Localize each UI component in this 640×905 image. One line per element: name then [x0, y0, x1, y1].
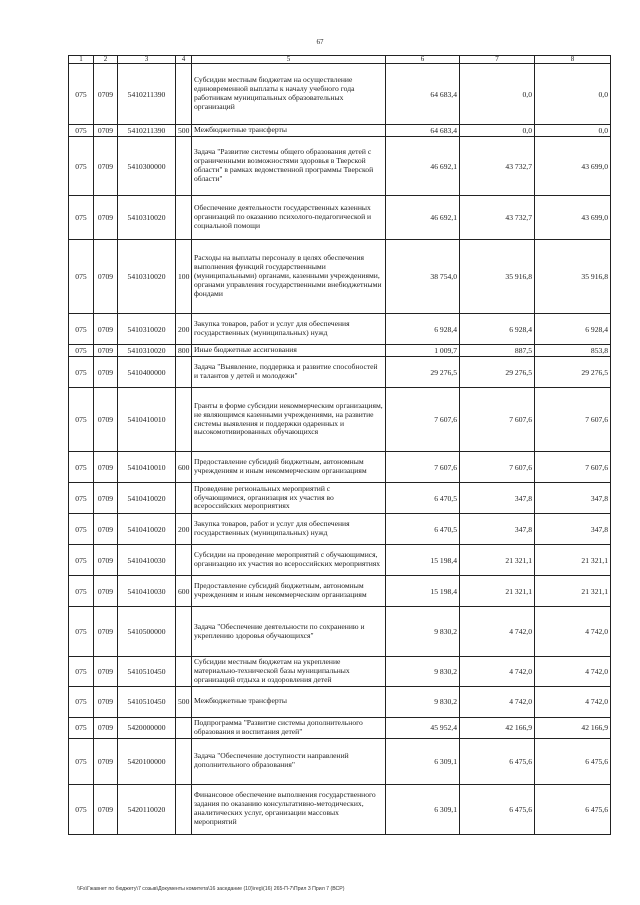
table-row	[69, 137, 611, 196]
amount-cell-6: 45 952,4	[386, 717, 460, 738]
expense-type-cell: 600	[176, 576, 192, 607]
expense-type-cell: 500	[176, 125, 192, 137]
expense-type-cell	[176, 717, 192, 738]
table-row	[69, 738, 611, 784]
column-header: 8	[535, 56, 611, 64]
amount-cell-7: 0,0	[460, 125, 535, 137]
item-name-cell: Проведение региональных мероприятий с обучающимися, организация их участия во всероссийских мероприятиях	[192, 483, 386, 514]
subsection-code-cell: 0709	[94, 686, 118, 717]
item-name-cell: Иные бюджетные ассигнования	[192, 345, 386, 357]
table-row	[69, 314, 611, 345]
table-row	[69, 240, 611, 314]
column-header: 3	[118, 56, 176, 64]
amount-cell-6: 7 607,6	[386, 388, 460, 452]
amount-cell-6: 6 470,5	[386, 514, 460, 545]
expense-type-cell: 800	[176, 345, 192, 357]
section-code-cell: 075	[69, 64, 94, 125]
subsection-code-cell: 0709	[94, 657, 118, 687]
expense-type-cell: 100	[176, 240, 192, 314]
column-number-row	[69, 56, 611, 64]
section-code-cell: 075	[69, 125, 94, 137]
target-article-cell: 5410310020	[118, 196, 176, 240]
subsection-code-cell: 0709	[94, 607, 118, 657]
table-row	[69, 545, 611, 576]
expense-type-cell: 500	[176, 686, 192, 717]
budget-table	[68, 55, 611, 835]
section-code-cell: 075	[69, 686, 94, 717]
amount-cell-8: 6 475,6	[535, 784, 611, 834]
expense-type-cell	[176, 657, 192, 687]
table-row	[69, 125, 611, 137]
table-row	[69, 686, 611, 717]
subsection-code-cell: 0709	[94, 314, 118, 345]
amount-cell-7: 21 321,1	[460, 545, 535, 576]
expense-type-cell	[176, 607, 192, 657]
subsection-code-cell: 0709	[94, 545, 118, 576]
amount-cell-8: 43 699,0	[535, 196, 611, 240]
amount-cell-8: 0,0	[535, 125, 611, 137]
target-article-cell: 5410211390	[118, 125, 176, 137]
item-name-cell: Субсидии местным бюджетам на укрепление материально-технической базы муниципальных организаций отдыха и оздоровления детей	[192, 657, 386, 687]
expense-type-cell	[176, 388, 192, 452]
table-row	[69, 388, 611, 452]
amount-cell-8: 43 699,0	[535, 137, 611, 196]
item-name-cell: Гранты в форме субсидии некоммерческим организациям, не являющимся казенными учреждениями, на развитие системы выявления и поддержки одаренных и высокомотивированных обучающихся	[192, 388, 386, 452]
target-article-cell: 5410410020	[118, 483, 176, 514]
amount-cell-8: 7 607,6	[535, 452, 611, 483]
amount-cell-8: 347,8	[535, 514, 611, 545]
amount-cell-7: 7 607,6	[460, 388, 535, 452]
target-article-cell: 5420110020	[118, 784, 176, 834]
amount-cell-7: 29 276,5	[460, 357, 535, 388]
section-code-cell: 075	[69, 196, 94, 240]
target-article-cell: 5410510450	[118, 657, 176, 687]
expense-type-cell	[176, 357, 192, 388]
expense-type-cell: 200	[176, 514, 192, 545]
section-code-cell: 075	[69, 717, 94, 738]
section-code-cell: 075	[69, 240, 94, 314]
target-article-cell: 5410300000	[118, 137, 176, 196]
table-row	[69, 452, 611, 483]
file-path-footer: \\Fs\Гжавнет по бюджету\7 созыв\Документы комитета\16 заседание (10)\reg\(16) 265-П-7\Прил 3 Прил 7 (ВСР)	[77, 886, 345, 892]
amount-cell-8: 7 607,6	[535, 388, 611, 452]
subsection-code-cell: 0709	[94, 345, 118, 357]
amount-cell-8: 347,8	[535, 483, 611, 514]
section-code-cell: 075	[69, 452, 94, 483]
column-header: 4	[176, 56, 192, 64]
amount-cell-6: 7 607,6	[386, 452, 460, 483]
target-article-cell: 5410410020	[118, 514, 176, 545]
amount-cell-8: 4 742,0	[535, 607, 611, 657]
amount-cell-8: 0,0	[535, 64, 611, 125]
section-code-cell: 075	[69, 345, 94, 357]
amount-cell-7: 347,8	[460, 514, 535, 545]
amount-cell-7: 0,0	[460, 64, 535, 125]
section-code-cell: 075	[69, 738, 94, 784]
table-row	[69, 483, 611, 514]
subsection-code-cell: 0709	[94, 240, 118, 314]
amount-cell-8: 6 475,6	[535, 738, 611, 784]
amount-cell-7: 6 475,6	[460, 738, 535, 784]
subsection-code-cell: 0709	[94, 576, 118, 607]
expense-type-cell: 600	[176, 452, 192, 483]
subsection-code-cell: 0709	[94, 483, 118, 514]
amount-cell-7: 6 475,6	[460, 784, 535, 834]
item-name-cell: Предоставление субсидий бюджетным, автономным учреждениям и иным некоммерческим организациям	[192, 452, 386, 483]
section-code-cell: 075	[69, 657, 94, 687]
expense-type-cell	[176, 196, 192, 240]
amount-cell-7: 887,5	[460, 345, 535, 357]
table-row	[69, 64, 611, 125]
section-code-cell: 075	[69, 576, 94, 607]
page-number: 67	[316, 38, 324, 46]
amount-cell-6: 46 692,1	[386, 196, 460, 240]
amount-cell-6: 6 928,4	[386, 314, 460, 345]
amount-cell-6: 9 830,2	[386, 607, 460, 657]
table-row	[69, 784, 611, 834]
item-name-cell: Закупка товаров, работ и услуг для обеспечения государственных (муниципальных) нужд	[192, 514, 386, 545]
amount-cell-7: 4 742,0	[460, 657, 535, 687]
amount-cell-8: 4 742,0	[535, 686, 611, 717]
amount-cell-8: 42 166,9	[535, 717, 611, 738]
amount-cell-7: 6 928,4	[460, 314, 535, 345]
amount-cell-8: 853,8	[535, 345, 611, 357]
item-name-cell: Задача "Выявление, поддержка и развитие способностей и талантов у детей и молодежи"	[192, 357, 386, 388]
item-name-cell: Задача "Обеспечение деятельности по сохранению и укреплению здоровья обучающихся"	[192, 607, 386, 657]
target-article-cell: 5410310020	[118, 240, 176, 314]
subsection-code-cell: 0709	[94, 784, 118, 834]
column-header: 1	[69, 56, 94, 64]
subsection-code-cell: 0709	[94, 64, 118, 125]
target-article-cell: 5410410030	[118, 545, 176, 576]
amount-cell-6: 9 830,2	[386, 686, 460, 717]
subsection-code-cell: 0709	[94, 452, 118, 483]
amount-cell-7: 43 732,7	[460, 137, 535, 196]
section-code-cell: 075	[69, 483, 94, 514]
amount-cell-6: 64 683,4	[386, 64, 460, 125]
table-row	[69, 657, 611, 687]
column-header: 6	[386, 56, 460, 64]
target-article-cell: 5410400000	[118, 357, 176, 388]
expense-type-cell	[176, 137, 192, 196]
column-header: 7	[460, 56, 535, 64]
amount-cell-7: 21 321,1	[460, 576, 535, 607]
table-row	[69, 607, 611, 657]
target-article-cell: 5410500000	[118, 607, 176, 657]
amount-cell-6: 29 276,5	[386, 357, 460, 388]
subsection-code-cell: 0709	[94, 388, 118, 452]
target-article-cell: 5410410010	[118, 452, 176, 483]
item-name-cell: Предоставление субсидий бюджетным, автономным учреждениям и иным некоммерческим организациям	[192, 576, 386, 607]
table-row	[69, 357, 611, 388]
target-article-cell: 5410211390	[118, 64, 176, 125]
item-name-cell: Расходы на выплаты персоналу в целях обеспечения выполнения функций государственными (муниципальными) органами, казенными учреждениями, органами управления государственными внебюджетными фондами	[192, 240, 386, 314]
amount-cell-7: 43 732,7	[460, 196, 535, 240]
subsection-code-cell: 0709	[94, 717, 118, 738]
expense-type-cell	[176, 483, 192, 514]
section-code-cell: 075	[69, 314, 94, 345]
item-name-cell: Задача "Обеспечение доступности направлений дополнительного образования"	[192, 738, 386, 784]
target-article-cell: 5410510450	[118, 686, 176, 717]
item-name-cell: Задача "Развитие системы общего образования детей с ограниченными возможностями здоровья в Тверской области" в рамках ведомственной программы Тверской области"	[192, 137, 386, 196]
section-code-cell: 075	[69, 784, 94, 834]
expense-type-cell	[176, 64, 192, 125]
expense-type-cell	[176, 545, 192, 576]
amount-cell-7: 7 607,6	[460, 452, 535, 483]
amount-cell-6: 6 470,5	[386, 483, 460, 514]
amount-cell-6: 38 754,0	[386, 240, 460, 314]
expense-type-cell	[176, 738, 192, 784]
amount-cell-7: 347,8	[460, 483, 535, 514]
item-name-cell: Межбюджетные трансферты	[192, 686, 386, 717]
expense-type-cell	[176, 784, 192, 834]
target-article-cell: 5410310020	[118, 314, 176, 345]
target-article-cell: 5410410010	[118, 388, 176, 452]
subsection-code-cell: 0709	[94, 738, 118, 784]
section-code-cell: 075	[69, 607, 94, 657]
table-row	[69, 345, 611, 357]
item-name-cell: Подпрограмма "Развитие системы дополнительного образования и воспитания детей"	[192, 717, 386, 738]
amount-cell-6: 15 198,4	[386, 576, 460, 607]
target-article-cell: 5410310020	[118, 345, 176, 357]
column-header: 2	[94, 56, 118, 64]
amount-cell-8: 4 742,0	[535, 657, 611, 687]
section-code-cell: 075	[69, 545, 94, 576]
subsection-code-cell: 0709	[94, 137, 118, 196]
amount-cell-8: 35 916,8	[535, 240, 611, 314]
amount-cell-6: 64 683,4	[386, 125, 460, 137]
amount-cell-6: 46 692,1	[386, 137, 460, 196]
amount-cell-8: 6 928,4	[535, 314, 611, 345]
section-code-cell: 075	[69, 137, 94, 196]
amount-cell-6: 6 309,1	[386, 738, 460, 784]
column-header: 5	[192, 56, 386, 64]
section-code-cell: 075	[69, 357, 94, 388]
table-row	[69, 717, 611, 738]
item-name-cell: Закупка товаров, работ и услуг для обеспечения государственных (муниципальных) нужд	[192, 314, 386, 345]
amount-cell-6: 9 830,2	[386, 657, 460, 687]
subsection-code-cell: 0709	[94, 514, 118, 545]
expense-type-cell: 200	[176, 314, 192, 345]
item-name-cell: Субсидии на проведение мероприятий с обучающимися, организацию их участия во всероссийских мероприятиях	[192, 545, 386, 576]
table-row	[69, 576, 611, 607]
amount-cell-6: 6 309,1	[386, 784, 460, 834]
subsection-code-cell: 0709	[94, 125, 118, 137]
amount-cell-8: 29 276,5	[535, 357, 611, 388]
amount-cell-6: 15 198,4	[386, 545, 460, 576]
table-row	[69, 196, 611, 240]
item-name-cell: Обеспечение деятельности государственных казенных организаций по оказанию психолого-педагогической и социальной помощи	[192, 196, 386, 240]
amount-cell-7: 42 166,9	[460, 717, 535, 738]
amount-cell-8: 21 321,1	[535, 576, 611, 607]
item-name-cell: Межбюджетные трансферты	[192, 125, 386, 137]
amount-cell-8: 21 321,1	[535, 545, 611, 576]
target-article-cell: 5410410030	[118, 576, 176, 607]
section-code-cell: 075	[69, 514, 94, 545]
amount-cell-7: 4 742,0	[460, 607, 535, 657]
target-article-cell: 5420100000	[118, 738, 176, 784]
target-article-cell: 5420000000	[118, 717, 176, 738]
subsection-code-cell: 0709	[94, 357, 118, 388]
section-code-cell: 075	[69, 388, 94, 452]
item-name-cell: Финансовое обеспечение выполнения государственного задания по оказанию консультативно-методических, аналитических услуг, организации массовых мероприятий	[192, 784, 386, 834]
table-row	[69, 514, 611, 545]
amount-cell-6: 1 009,7	[386, 345, 460, 357]
amount-cell-7: 4 742,0	[460, 686, 535, 717]
item-name-cell: Субсидии местным бюджетам на осуществление единовременной выплаты к началу учебного года работникам муниципальных образовательных организаций	[192, 64, 386, 125]
subsection-code-cell: 0709	[94, 196, 118, 240]
amount-cell-7: 35 916,8	[460, 240, 535, 314]
